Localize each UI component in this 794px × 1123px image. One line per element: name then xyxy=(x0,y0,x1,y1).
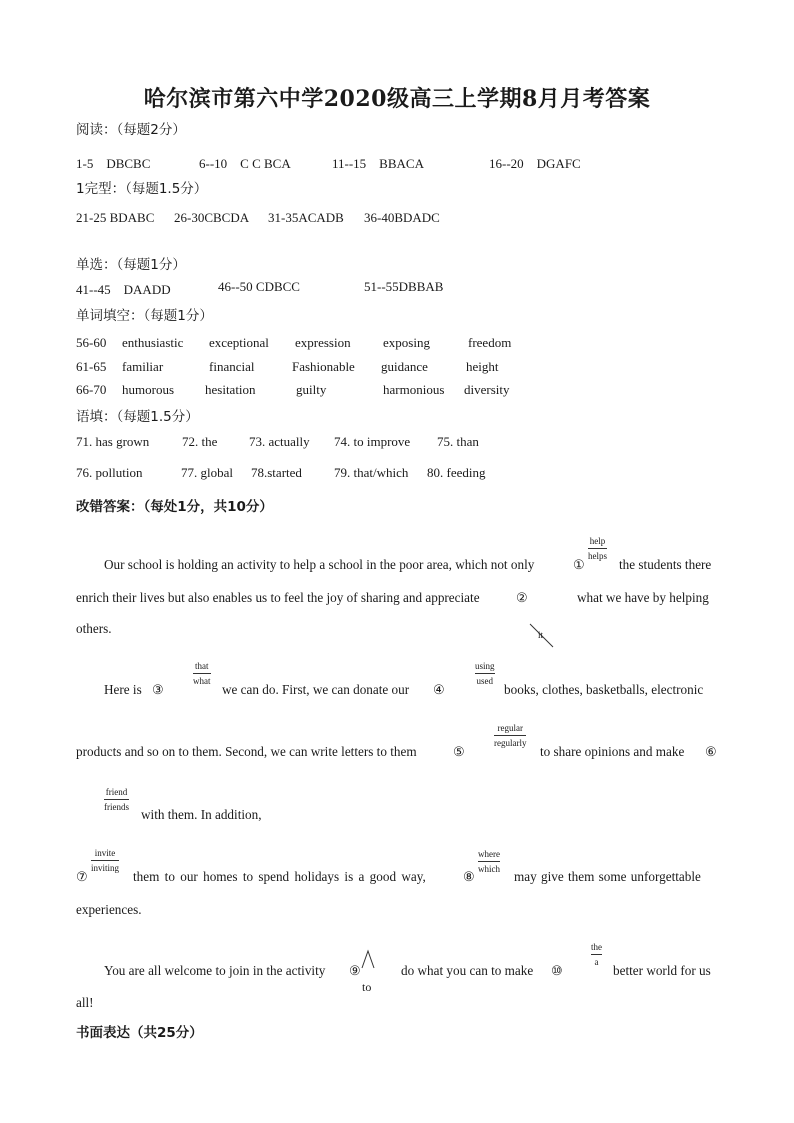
essay-text: to share opinions and make xyxy=(540,744,685,759)
single-choice-item: 51--55DBBAB xyxy=(364,279,444,294)
correct-word: friend xyxy=(104,788,129,800)
word-fill-cell: 66-70 xyxy=(76,382,107,397)
correct-word: regular xyxy=(494,724,526,736)
essay-text: what we have by helping xyxy=(577,590,709,605)
word-fill-cell: guilty xyxy=(296,382,327,397)
correction-number: ④ xyxy=(433,682,445,697)
correct-word: help xyxy=(588,537,607,549)
grammar-fill-heading: 语填：（每题1.5分） xyxy=(76,409,199,425)
correction-number: ⑨ xyxy=(349,963,361,978)
single-choice-item: 46--50 CDBCC xyxy=(218,279,300,294)
correction-number: ② xyxy=(516,590,528,605)
grammar-fill-item: 76. pollution xyxy=(76,465,143,480)
correction-mark xyxy=(91,849,119,873)
correction-number: ⑩ xyxy=(551,963,563,978)
correct-word: the xyxy=(591,943,602,955)
deleted-word: it xyxy=(538,630,544,640)
error-correction-heading: 改错答案：（每处1分，共10分） xyxy=(76,499,273,515)
word-fill-cell: familiar xyxy=(122,359,164,374)
word-fill-cell: financial xyxy=(209,359,255,374)
word-fill-cell: 61-65 xyxy=(76,359,107,374)
cloze-item: 21-25 BDABC xyxy=(76,210,155,225)
word-fill-cell: expression xyxy=(295,335,351,350)
correction-mark xyxy=(104,788,129,812)
essay-text: experiences. xyxy=(76,902,142,917)
correct-word: using xyxy=(475,662,495,674)
essay-text: enrich their lives but also enables us to feel the joy of sharing and appreciate xyxy=(76,590,480,605)
correction-number: ① xyxy=(573,557,585,572)
grammar-fill-item: 78.started xyxy=(251,465,302,480)
single-choice-heading: 单选：（每题1分） xyxy=(76,257,186,273)
single-choice-item: 41--45 DAADD xyxy=(76,282,171,297)
correction-mark xyxy=(193,662,211,686)
inserted-word: to xyxy=(362,980,372,994)
wrong-word: regularly xyxy=(494,738,527,748)
reading-item: 1-5 DBCBC xyxy=(76,156,151,171)
word-fill-cell: harmonious xyxy=(383,382,445,397)
correction-number: ⑧ xyxy=(463,869,475,884)
word-fill-cell: exceptional xyxy=(209,335,269,350)
wrong-word: used xyxy=(476,676,493,686)
word-fill-cell: hesitation xyxy=(205,382,256,397)
reading-heading: 阅读：（每题2分） xyxy=(76,122,186,138)
grammar-fill-item: 75. than xyxy=(437,434,479,449)
essay-text: Here is xyxy=(104,682,142,697)
correction-mark xyxy=(494,724,526,748)
cloze-heading: 1完型：（每题1.5分） xyxy=(76,181,208,197)
page-title: 哈尔滨市第六中学2020级高三上学期8月月考答案 xyxy=(143,86,651,112)
reading-item: 11--15 BBACA xyxy=(332,156,424,171)
word-fill-cell: Fashionable xyxy=(292,359,355,374)
correction-number: ⑦ xyxy=(76,869,88,884)
cloze-item: 31-35ACADB xyxy=(268,210,344,225)
correct-word: where xyxy=(478,850,500,862)
correction-mark xyxy=(591,943,602,967)
essay-text: do what you can to make xyxy=(401,963,534,978)
word-fill-heading: 单词填空：（每题1分） xyxy=(76,308,213,324)
grammar-fill-item: 72. the xyxy=(182,434,218,449)
correction-mark xyxy=(478,850,500,874)
word-fill-cell: humorous xyxy=(122,382,174,397)
wrong-word: inviting xyxy=(91,863,120,873)
wrong-word: helps xyxy=(588,551,607,561)
wrong-word: a xyxy=(594,957,599,967)
insertion-caret xyxy=(360,948,376,970)
word-fill-cell: exposing xyxy=(383,335,430,350)
correction-number: ⑥ xyxy=(705,744,717,759)
essay-text: the students there xyxy=(619,557,712,572)
word-fill-cell: freedom xyxy=(468,335,512,350)
cloze-item: 26-30CBCDA xyxy=(174,210,250,225)
essay-text: Our school is holding an activity to help a school in the poor area, which not only xyxy=(104,557,535,572)
word-fill-cell: 56-60 xyxy=(76,335,107,350)
essay-text: products and so on to them. Second, we can write letters to them xyxy=(76,744,417,759)
grammar-fill-item: 73. actually xyxy=(249,434,310,449)
cloze-item: 36-40BDADC xyxy=(364,210,440,225)
grammar-fill-item: 74. to improve xyxy=(334,434,411,449)
essay-text: with them. In addition, xyxy=(141,807,262,822)
essay-text: books, clothes, basketballs, electronic xyxy=(504,682,704,697)
wrong-word: which xyxy=(478,864,500,874)
essay-text: others. xyxy=(76,621,112,636)
essay-text: all! xyxy=(76,995,94,1010)
essay-text: better world for us xyxy=(613,963,711,978)
wrong-word: friends xyxy=(104,802,129,812)
word-fill-cell: guidance xyxy=(381,359,428,374)
grammar-fill-item: 71. has grown xyxy=(76,434,150,449)
grammar-fill-item: 79. that/which xyxy=(334,465,409,480)
grammar-fill-item: 77. global xyxy=(181,465,233,480)
essay-text: we can do. First, we can donate our xyxy=(222,682,410,697)
reading-item: 16--20 DGAFC xyxy=(489,156,581,171)
correction-number: ③ xyxy=(152,682,164,697)
writing-heading: 书面表达（共25分） xyxy=(76,1025,203,1041)
grammar-fill-item: 80. feeding xyxy=(427,465,486,480)
essay-text: may give them some unforgettable xyxy=(514,869,701,884)
reading-item: 6--10 C C BCA xyxy=(199,156,291,171)
correction-number: ⑤ xyxy=(453,744,465,759)
wrong-word: what xyxy=(193,676,211,686)
word-fill-cell: height xyxy=(466,359,499,374)
word-fill-cell: enthusiastic xyxy=(122,335,184,350)
word-fill-cell: diversity xyxy=(464,382,510,397)
essay-text: them to our homes to spend holidays is a good way, xyxy=(133,869,426,884)
correction-mark xyxy=(475,662,495,686)
correction-mark xyxy=(588,537,607,561)
correct-word: that xyxy=(193,662,211,674)
essay-text: You are all welcome to join in the activity xyxy=(104,963,326,978)
correct-word: invite xyxy=(91,849,119,861)
